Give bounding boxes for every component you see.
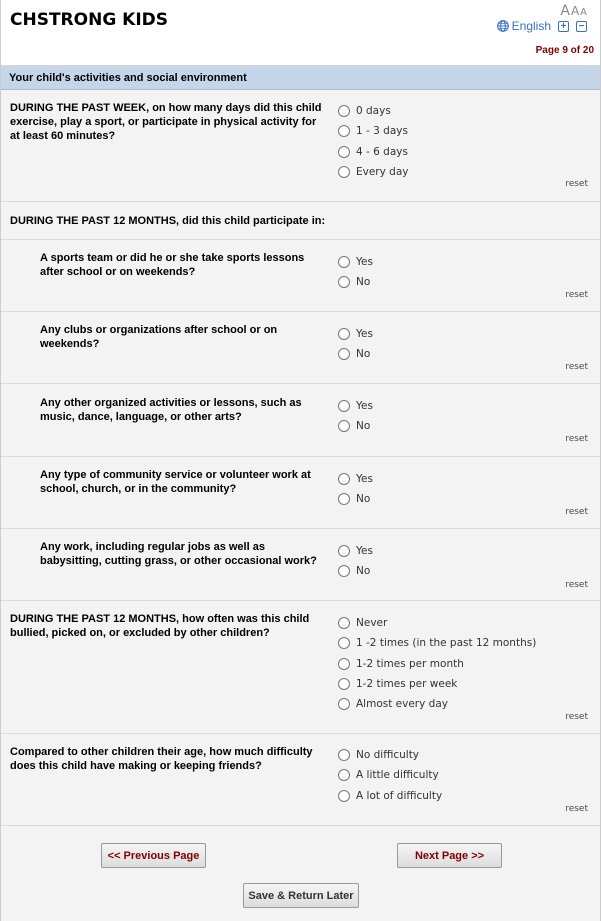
radio-option[interactable] (338, 121, 409, 141)
radio-button[interactable] (338, 637, 350, 649)
radio-group (338, 469, 373, 510)
option-label[interactable]: No difficulty (356, 749, 420, 762)
radio-option[interactable] (338, 162, 409, 182)
option-label[interactable]: 4 - 6 days (356, 145, 408, 158)
radio-group (338, 252, 373, 293)
radio-button[interactable] (338, 420, 350, 432)
radio-button[interactable] (338, 276, 350, 288)
radio-option[interactable] (338, 344, 373, 364)
option-label[interactable]: Every day (356, 166, 409, 179)
radio-option[interactable] (338, 396, 373, 416)
radio-button[interactable] (338, 493, 350, 505)
radio-button[interactable] (338, 565, 350, 577)
option-label[interactable]: Never (356, 617, 388, 630)
reset-link[interactable]: reset (565, 179, 588, 189)
radio-button[interactable] (338, 146, 350, 158)
radio-group (338, 541, 373, 582)
question-text: Any type of community service or volunteer work at school, church, or in the community? (40, 469, 311, 495)
radio-button[interactable] (338, 473, 350, 485)
radio-option[interactable] (338, 272, 373, 292)
radio-button[interactable] (338, 400, 350, 412)
radio-button[interactable] (338, 105, 350, 117)
collapse-icon[interactable]: − (576, 21, 587, 32)
option-label[interactable]: Yes (356, 545, 373, 558)
page-indicator: Page 9 of 20 (535, 45, 594, 56)
option-label[interactable]: 1 -2 times (in the past 12 months) (356, 637, 537, 650)
option-label[interactable]: No (356, 420, 371, 433)
text-size-controls (559, 0, 587, 19)
save-return-later-button[interactable]: Save & Return Later (243, 883, 359, 908)
radio-button[interactable] (338, 769, 350, 781)
radio-button[interactable] (338, 348, 350, 360)
radio-option[interactable] (338, 654, 536, 674)
radio-button[interactable] (338, 749, 350, 761)
reset-link[interactable]: reset (565, 362, 588, 372)
radio-button[interactable] (338, 545, 350, 557)
radio-option[interactable] (338, 324, 373, 344)
radio-button[interactable] (338, 658, 350, 670)
radio-button[interactable] (338, 166, 350, 178)
question-text: A sports team or did he or she take sports lessons after school or on weekends? (40, 252, 305, 278)
reset-link[interactable]: reset (565, 580, 588, 590)
radio-option[interactable] (338, 489, 373, 509)
question-intro-text: DURING THE PAST 12 MONTHS, did this child participate in: (10, 215, 326, 227)
option-label[interactable]: No (356, 493, 371, 506)
radio-button[interactable] (338, 790, 350, 802)
radio-group (338, 613, 536, 714)
question-text: Any other organized activities or lessons, such as music, dance, language, or other arts? (40, 397, 302, 423)
question-text: Compared to other children their age, how much difficulty does this child have making or keeping friends? (10, 746, 313, 772)
radio-option[interactable] (338, 613, 536, 633)
reset-link[interactable]: reset (565, 290, 588, 300)
radio-group (338, 324, 373, 365)
question-row-physical-activity (1, 90, 600, 202)
radio-option[interactable] (338, 633, 536, 653)
radio-option[interactable] (338, 416, 373, 436)
radio-option[interactable] (338, 765, 442, 785)
question-row-sports-team (1, 240, 600, 312)
option-label[interactable]: Yes (356, 400, 373, 413)
language-selector[interactable] (497, 19, 587, 33)
radio-option[interactable] (338, 561, 373, 581)
reset-link[interactable]: reset (565, 804, 588, 814)
question-text: DURING THE PAST WEEK, on how many days did this child exercise, play a sport, or participate in physical activity for at least 60 minutes? (10, 102, 322, 142)
option-label[interactable]: Yes (356, 256, 373, 269)
question-row-community-service (1, 457, 600, 529)
radio-group (338, 101, 409, 182)
language-label[interactable]: English (511, 19, 551, 33)
question-text: Any work, including regular jobs as well as babysitting, cutting grass, or other occasional work? (40, 541, 317, 567)
question-row-organized-activities (1, 384, 600, 457)
radio-option[interactable] (338, 252, 373, 272)
option-label[interactable]: A lot of difficulty (356, 789, 443, 802)
previous-page-button[interactable]: << Previous Page (101, 843, 206, 868)
next-page-button[interactable]: Next Page >> (397, 843, 502, 868)
radio-button[interactable] (338, 698, 350, 710)
reset-link[interactable]: reset (565, 434, 588, 444)
question-text: Any clubs or organizations after school or on weekends? (40, 324, 278, 350)
text-size-small[interactable]: A (580, 7, 587, 18)
radio-option[interactable] (338, 101, 409, 121)
expand-icon[interactable]: + (558, 21, 569, 32)
text-size-medium[interactable]: A (570, 4, 580, 18)
radio-option[interactable] (338, 541, 373, 561)
option-label[interactable]: A little difficulty (356, 769, 439, 782)
question-text: DURING THE PAST 12 MONTHS, how often was this child bullied, picked on, or excluded by other children? (10, 613, 310, 639)
radio-button[interactable] (338, 328, 350, 340)
question-row-friendships (1, 734, 600, 826)
option-label[interactable]: 1 - 3 days (356, 125, 408, 138)
radio-option[interactable] (338, 694, 536, 714)
option-label[interactable]: 0 days (356, 105, 391, 118)
radio-button[interactable] (338, 678, 350, 690)
radio-button[interactable] (338, 617, 350, 629)
survey-title: CHSTRONG KIDS (10, 10, 169, 30)
radio-option[interactable] (338, 674, 536, 694)
option-label[interactable]: No (356, 348, 371, 361)
option-label[interactable]: No (356, 565, 371, 578)
radio-option[interactable] (338, 469, 373, 489)
radio-button[interactable] (338, 256, 350, 268)
option-label[interactable]: Almost every day (356, 698, 448, 711)
survey-header (1, 0, 600, 66)
question-row-bullied (1, 601, 600, 734)
text-size-large[interactable]: A (560, 3, 570, 19)
reset-link[interactable]: reset (565, 712, 588, 722)
option-label[interactable]: 1-2 times per month (356, 657, 464, 670)
radio-option[interactable] (338, 745, 442, 765)
radio-option[interactable] (338, 786, 442, 806)
section-header: Your child's activities and social environment (1, 66, 600, 90)
question-row-work (1, 529, 600, 601)
reset-link[interactable]: reset (565, 507, 588, 517)
radio-group (338, 745, 442, 806)
radio-button[interactable] (338, 125, 350, 137)
option-label[interactable]: No (356, 276, 371, 289)
radio-group (338, 396, 373, 437)
option-label[interactable]: Yes (356, 328, 373, 341)
question-row-clubs (1, 312, 600, 384)
option-label[interactable]: 1-2 times per week (356, 678, 458, 691)
option-label[interactable]: Yes (356, 473, 373, 486)
globe-icon (497, 20, 509, 32)
radio-option[interactable] (338, 142, 409, 162)
question-intro-row (1, 202, 600, 240)
